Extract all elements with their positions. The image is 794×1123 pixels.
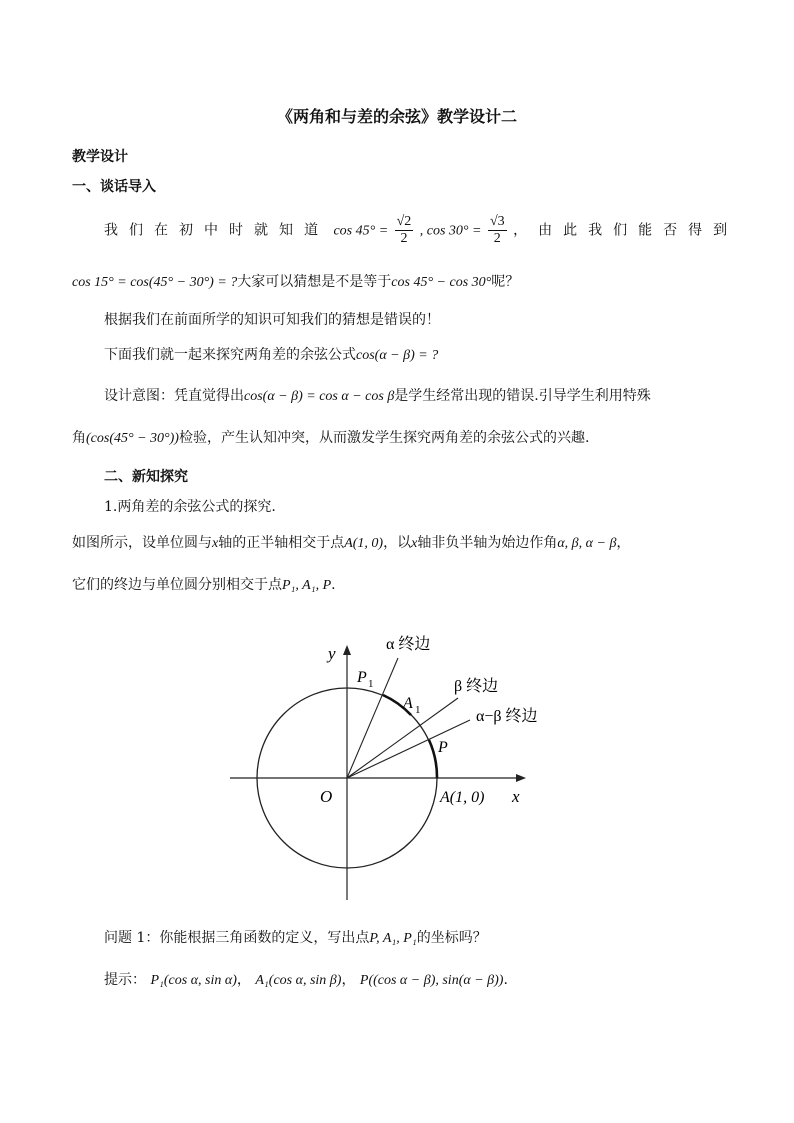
beta-side-label: β 终边 bbox=[454, 678, 499, 695]
point-P-label: P bbox=[438, 739, 448, 756]
hint-line bbox=[104, 970, 508, 991]
design-intent-text-b: 是学生经常出现的错误.引导学生利用特殊 bbox=[394, 388, 651, 404]
question-text-b: 的坐标吗？ bbox=[416, 930, 487, 946]
question-text-a: 问题 1：你能根据三角函数的定义，写出点 bbox=[104, 930, 370, 946]
point-A1-subscript: 1 bbox=[415, 704, 421, 716]
explore-text-c: ，以 bbox=[383, 535, 412, 551]
math-angles: α, β, α − β bbox=[557, 536, 617, 551]
math-cos-45-minus-30: (cos(45° − 30°)) bbox=[86, 431, 179, 446]
design-intent-text-c: 角 bbox=[72, 430, 86, 446]
intro-line-4-text: 下面我们就一起来探究两角差的余弦公式 bbox=[104, 347, 356, 363]
point-P1-subscript: 1 bbox=[368, 678, 374, 690]
hint-sep-1: ， bbox=[236, 972, 251, 988]
intro-line-1 bbox=[104, 214, 738, 247]
explore-text-g: . bbox=[331, 577, 336, 593]
section1-heading: 一、谈话导入 bbox=[72, 179, 156, 195]
section2-heading: 二、新知探究 bbox=[104, 469, 188, 485]
hint-end: . bbox=[503, 972, 508, 988]
design-intent-text-a: 设计意图：凭直觉得出 bbox=[104, 388, 244, 404]
explore-text-a: 如图所示，设单位圆与 bbox=[72, 535, 212, 551]
subsection-1: 1.两角差的余弦公式的探究. bbox=[104, 499, 276, 515]
math-cos45-minus-cos30: cos 45° − cos 30° bbox=[391, 275, 492, 290]
explore-text-d: 轴非负半轴为始边作角 bbox=[417, 535, 558, 551]
explore-text-f: 它们的终边与单位圆分别相交于点 bbox=[72, 577, 282, 593]
point-A1-label: A bbox=[403, 695, 413, 712]
math-x-2: x bbox=[411, 536, 418, 551]
hint-p1: P₁(cos α, sin α) bbox=[150, 973, 237, 988]
arc-p-a bbox=[429, 740, 437, 778]
hint-label: 提示： bbox=[104, 972, 146, 988]
design-intent-line-2 bbox=[72, 428, 589, 449]
design-intent-line-1 bbox=[104, 386, 651, 407]
hint-a1: A₁(cos α, sin β) bbox=[255, 973, 342, 988]
math-point-A: A(1, 0) bbox=[344, 536, 384, 551]
hint-sep-2: ， bbox=[341, 972, 356, 988]
design-intent-text-d: 检验，产生认知冲突，从而激发学生探究两角差的余弦公式的兴趣. bbox=[178, 430, 590, 446]
fraction-denominator: 2 bbox=[493, 231, 501, 246]
explore-text-e: ， bbox=[616, 535, 631, 551]
math-points: P₁, A₁, P bbox=[282, 578, 332, 593]
hint-p: P((cos α − β), sin(α − β)) bbox=[359, 973, 504, 988]
fraction-sqrt2-over-2 bbox=[395, 214, 414, 247]
alpha-side-label: α 终边 bbox=[386, 636, 431, 653]
point-P1-label: P bbox=[357, 669, 367, 686]
page-title: 《两角和与差的余弦》教学设计二 bbox=[276, 107, 517, 126]
intro-line-1-prefix: 我们在初中时就知道 bbox=[104, 222, 329, 239]
alpha-minus-beta-side-label: α−β 终边 bbox=[476, 708, 538, 725]
math-x: x bbox=[212, 536, 219, 551]
fraction-numerator: √3 bbox=[489, 214, 505, 229]
math-cos45: cos 45° = bbox=[333, 223, 389, 239]
intro-line-2 bbox=[72, 272, 519, 293]
intro-line-1-suffix: ，由此我们能否得到 bbox=[513, 222, 739, 239]
x-axis-arrow bbox=[516, 774, 526, 782]
y-axis-label: y bbox=[328, 644, 336, 663]
explore-para-line-2 bbox=[72, 575, 336, 596]
intro-line-3: 根据我们在前面所学的知识可知我们的猜想是错误的！ bbox=[104, 312, 440, 328]
question-1 bbox=[104, 928, 487, 949]
point-A-label: A(1, 0) bbox=[440, 789, 485, 806]
unit-circle-figure bbox=[220, 625, 560, 915]
math-question-points: P, A₁, P₁ bbox=[369, 931, 417, 946]
origin-label: O bbox=[320, 787, 333, 806]
explore-para-line-1 bbox=[72, 533, 630, 554]
math-cos15: cos 15° = cos(45° − 30°) = ? bbox=[72, 275, 238, 290]
alpha-minus-beta-terminal-side bbox=[347, 720, 470, 778]
intro-line-4 bbox=[104, 345, 438, 366]
explore-text-b: 轴的正半轴相交于点 bbox=[218, 535, 345, 551]
fraction-numerator: √2 bbox=[396, 214, 412, 229]
intro-line-2-text: 大家可以猜想是不是等于 bbox=[237, 274, 392, 290]
fraction-denominator: 2 bbox=[400, 231, 408, 246]
y-axis-arrow bbox=[343, 645, 351, 655]
intro-line-2-end: 呢？ bbox=[491, 274, 520, 290]
math-wrong-formula: cos(α − β) = cos α − cos β bbox=[244, 389, 395, 404]
math-cos-alpha-minus-beta: cos(α − β) = ? bbox=[356, 348, 439, 363]
heading-teaching-design: 教学设计 bbox=[72, 149, 128, 165]
x-axis-label: x bbox=[512, 787, 520, 806]
math-cos30: , cos 30° = bbox=[419, 223, 482, 239]
fraction-sqrt3-over-2 bbox=[488, 214, 507, 247]
